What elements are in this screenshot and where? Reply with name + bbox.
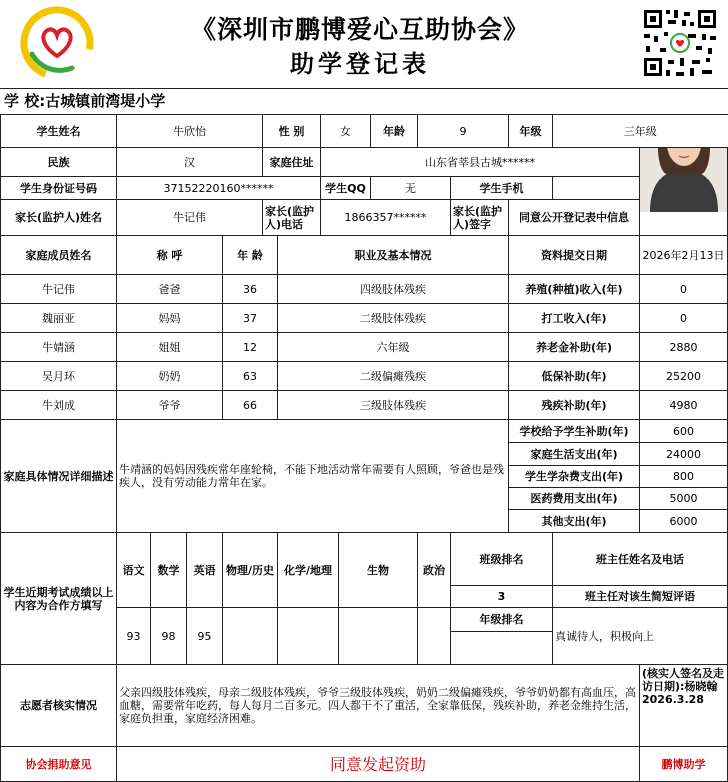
member-name: 吴月环 [1, 362, 117, 391]
student-portrait-image [640, 148, 728, 213]
member-relation: 爷爷 [117, 391, 223, 420]
volunteer-row [1, 665, 728, 747]
family-member-row [1, 275, 728, 304]
member-name: 牛刘成 [1, 391, 117, 420]
id-qq-row [1, 177, 728, 200]
member-status: 六年级 [278, 333, 509, 362]
finance-value: 0 [640, 275, 728, 304]
class-rank-label: 班级排名 [451, 533, 553, 586]
qq-value: 无 [371, 177, 451, 200]
member-relation: 妈妈 [117, 304, 223, 333]
phone-label: 学生手机 [451, 177, 553, 200]
grade-rank-label: 年级排名 [451, 608, 553, 632]
guardian-phone-label: 家长(监护人)电话 [263, 200, 321, 236]
member-name: 魏丽亚 [1, 304, 117, 333]
comment-label: 班主任对该生简短评语 [553, 586, 728, 608]
family-member-row [1, 304, 728, 333]
class-rank-value: 3 [451, 586, 553, 608]
finance-value: 4980 [640, 391, 728, 420]
exam-label: 学生近期考试成绩以上内容为合作方填写 [1, 533, 117, 665]
exam-score [339, 608, 418, 665]
member-status: 二级偏瘫残疾 [278, 362, 509, 391]
verifier-label: (核实人签名及走访日期): [642, 667, 725, 693]
exam-score [223, 608, 278, 665]
finance-value: 2880 [640, 333, 728, 362]
association-logo [20, 6, 94, 80]
member-relation: 爸爸 [117, 275, 223, 304]
finance-value: 6000 [640, 510, 728, 533]
member-name: 牛婧涵 [1, 333, 117, 362]
age-value: 9 [418, 115, 509, 148]
family-member-row [1, 362, 728, 391]
finance-label: 打工收入(年) [509, 304, 640, 333]
exam-score: 98 [151, 608, 187, 665]
exam-subject-row [1, 533, 728, 586]
guardian-name-label: 家长(监护人)姓名 [1, 200, 117, 236]
exam-subject: 英语 [187, 533, 223, 608]
submit-date-label: 资料提交日期 [509, 236, 640, 275]
exam-subject: 数学 [151, 533, 187, 608]
finance-value: 5000 [640, 488, 728, 510]
qr-code-icon[interactable] [640, 6, 720, 80]
finance-value: 25200 [640, 362, 728, 391]
ethnicity-label: 民族 [1, 148, 117, 177]
guardian-name-value: 牛记伟 [117, 200, 263, 236]
family-member-row [1, 333, 728, 362]
consent-text: 同意公开登记表中信息 [509, 200, 640, 236]
address-label: 家庭住址 [263, 148, 321, 177]
student-name-label: 学生姓名 [1, 115, 117, 148]
guardian-signature-label: 家长(监护人)签字 [451, 200, 509, 236]
form-title: 《深圳市鹏博爱心互助协会》 [190, 15, 529, 44]
finance-label: 养殖(种植)收入(年) [509, 275, 640, 304]
finance-label: 养老金补助(年) [509, 333, 640, 362]
student-id-value: 37152220160****** [117, 177, 321, 200]
header [0, 0, 728, 89]
verifier-name: 杨晓翰 [684, 680, 718, 693]
exam-subject: 化学/地理 [278, 533, 339, 608]
family-age-header: 年 龄 [223, 236, 278, 275]
finance-label: 低保补助(年) [509, 362, 640, 391]
finance-label: 其他支出(年) [509, 510, 640, 533]
situation-text: 牛靖涵的妈妈因残疾常年座轮椅，不能下地活动常年需要有人照顾，爷爸也是残疾人，没有劳动能力常年在家。 [117, 420, 509, 533]
volunteer-label: 志愿者核实情况 [1, 665, 117, 747]
situation-label: 家庭具体情况详细描述 [1, 420, 117, 533]
phone-value [553, 177, 640, 200]
student-name-value: 牛欣怡 [117, 115, 263, 148]
finance-value: 800 [640, 466, 728, 488]
family-relation-header: 称 呼 [117, 236, 223, 275]
finance-label: 学生学杂费支出(年) [509, 466, 640, 488]
member-status: 三级肢体残疾 [278, 391, 509, 420]
grade-rank-value [451, 632, 553, 665]
brand-stamp: 鹏博助学 [640, 747, 728, 782]
grade-label: 年级 [509, 115, 553, 148]
exam-score [418, 608, 451, 665]
student-id-label: 学生身份证号码 [1, 177, 117, 200]
member-age: 12 [223, 333, 278, 362]
exam-score: 95 [187, 608, 223, 665]
ethnicity-address-row [1, 148, 728, 177]
finance-label: 医药费用支出(年) [509, 488, 640, 510]
situation-row [1, 420, 728, 443]
family-status-header: 职业及基本情况 [278, 236, 509, 275]
exam-score [278, 608, 339, 665]
teacher-label: 班主任姓名及电话 [553, 533, 728, 586]
family-member-row [1, 391, 728, 420]
guardian-row [1, 200, 728, 236]
footer-row [1, 747, 728, 782]
ethnicity-value: 汉 [117, 148, 263, 177]
finance-value: 0 [640, 304, 728, 333]
member-age: 66 [223, 391, 278, 420]
member-status: 二级肢体残疾 [278, 304, 509, 333]
finance-value: 600 [640, 420, 728, 443]
gender-label: 性 别 [263, 115, 321, 148]
finance-label: 学校给予学生补助(年) [509, 420, 640, 443]
exam-subject: 政治 [418, 533, 451, 608]
exam-score: 93 [117, 608, 151, 665]
student-basic-row [1, 115, 728, 148]
volunteer-text: 父亲四级肢体残疾，母亲二级肢体残疾，爷爷三级肢体残疾，奶奶二级偏瘫残疾，爷爷奶奶都有高血压，高血糖，需要常年吃药，每人每月二百多元。四人都干不了重活，全家靠低保，残疾补助，养老金维持生活，家庭负担重，家庭经济困难。 [117, 665, 640, 747]
family-name-header: 家庭成员姓名 [1, 236, 117, 275]
member-name: 牛记伟 [1, 275, 117, 304]
school-name: 学 校:古城镇前湾堤小学 [4, 92, 166, 110]
student-photo [640, 148, 728, 236]
registration-form-table [0, 114, 728, 782]
finance-label: 残疾补助(年) [509, 391, 640, 420]
address-value: 山东省莘县古城****** [321, 148, 640, 177]
exam-subject: 语文 [117, 533, 151, 608]
member-age: 37 [223, 304, 278, 333]
donation-opinion-label: 协会捐助意见 [1, 747, 117, 782]
member-relation: 奶奶 [117, 362, 223, 391]
comment-value: 真诚待人，积极向上 [553, 608, 728, 665]
exam-subject: 生物 [339, 533, 418, 608]
donation-opinion-value: 同意发起资助 [117, 747, 640, 782]
verify-date: 2026.3.28 [642, 693, 704, 706]
finance-value: 24000 [640, 443, 728, 466]
form-subtitle: 助学登记表 [290, 49, 430, 78]
qq-label: 学生QQ [321, 177, 371, 200]
verifier-cell [640, 665, 728, 747]
submit-date-value: 2026年2月13日 [640, 236, 728, 275]
age-label: 年龄 [371, 115, 418, 148]
family-header-row [1, 236, 728, 275]
member-relation: 姐姐 [117, 333, 223, 362]
member-age: 63 [223, 362, 278, 391]
grade-value: 三年级 [553, 115, 728, 148]
finance-label: 家庭生活支出(年) [509, 443, 640, 466]
gender-value: 女 [321, 115, 371, 148]
exam-subject: 物理/历史 [223, 533, 278, 608]
member-age: 36 [223, 275, 278, 304]
guardian-phone-value: 1866357****** [321, 200, 451, 236]
member-status: 四级肢体残疾 [278, 275, 509, 304]
